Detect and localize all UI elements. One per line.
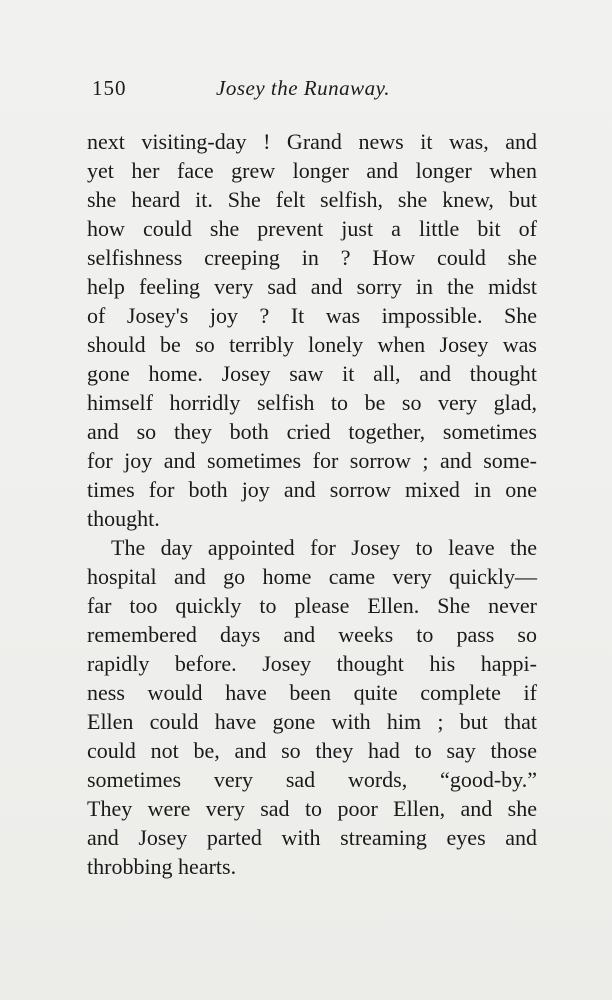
paragraph-2: [87, 533, 537, 881]
text-line: times for both joy and sorrow mixed in one: [87, 477, 537, 502]
page-number: 150: [92, 76, 127, 100]
text-line: sometimes very sad words, “good-by.”: [87, 767, 537, 792]
text-line: how could she prevent just a little bit of: [87, 216, 537, 241]
text-line: They were very sad to poor Ellen, and she: [87, 796, 537, 821]
text-line: remembered days and weeks to pass so: [87, 622, 537, 647]
text-line: for joy and sometimes for sorrow ; and some-: [87, 448, 537, 473]
text-line: and so they both cried together, sometimes: [87, 419, 537, 444]
paragraph-1: [87, 127, 537, 533]
text-line: should be so terribly lonely when Josey was: [87, 332, 537, 357]
text-line: Ellen could have gone with him ; but that: [87, 709, 537, 734]
text-line: himself horridly selfish to be so very glad,: [87, 390, 537, 415]
text-line: and Josey parted with streaming eyes and: [87, 825, 537, 850]
body-text: [87, 127, 537, 881]
text-line: The day appointed for Josey to leave the: [111, 535, 537, 560]
text-line: she heard it. She felt selfish, she knew, but: [87, 187, 537, 212]
text-line: hospital and go home came very quickly—: [87, 564, 537, 589]
text-line: throbbing hearts.: [87, 854, 237, 879]
text-line: selfishness creeping in ? How could she: [87, 245, 537, 270]
running-title: Josey the Runaway.: [216, 76, 391, 100]
text-line: help feeling very sad and sorry in the midst: [87, 274, 537, 299]
text-line: gone home. Josey saw it all, and thought: [87, 361, 537, 386]
text-line: next visiting-day ! Grand news it was, and: [87, 129, 537, 154]
text-line: yet her face grew longer and longer when: [87, 158, 537, 183]
running-head: [88, 76, 528, 108]
text-line: far too quickly to please Ellen. She never: [87, 593, 537, 618]
text-line: could not be, and so they had to say those: [87, 738, 537, 763]
text-line: rapidly before. Josey thought his happi-: [87, 651, 537, 676]
text-line: of Josey's joy ? It was impossible. She: [87, 303, 537, 328]
text-line: ness would have been quite complete if: [87, 680, 537, 705]
text-line: thought.: [87, 506, 160, 531]
